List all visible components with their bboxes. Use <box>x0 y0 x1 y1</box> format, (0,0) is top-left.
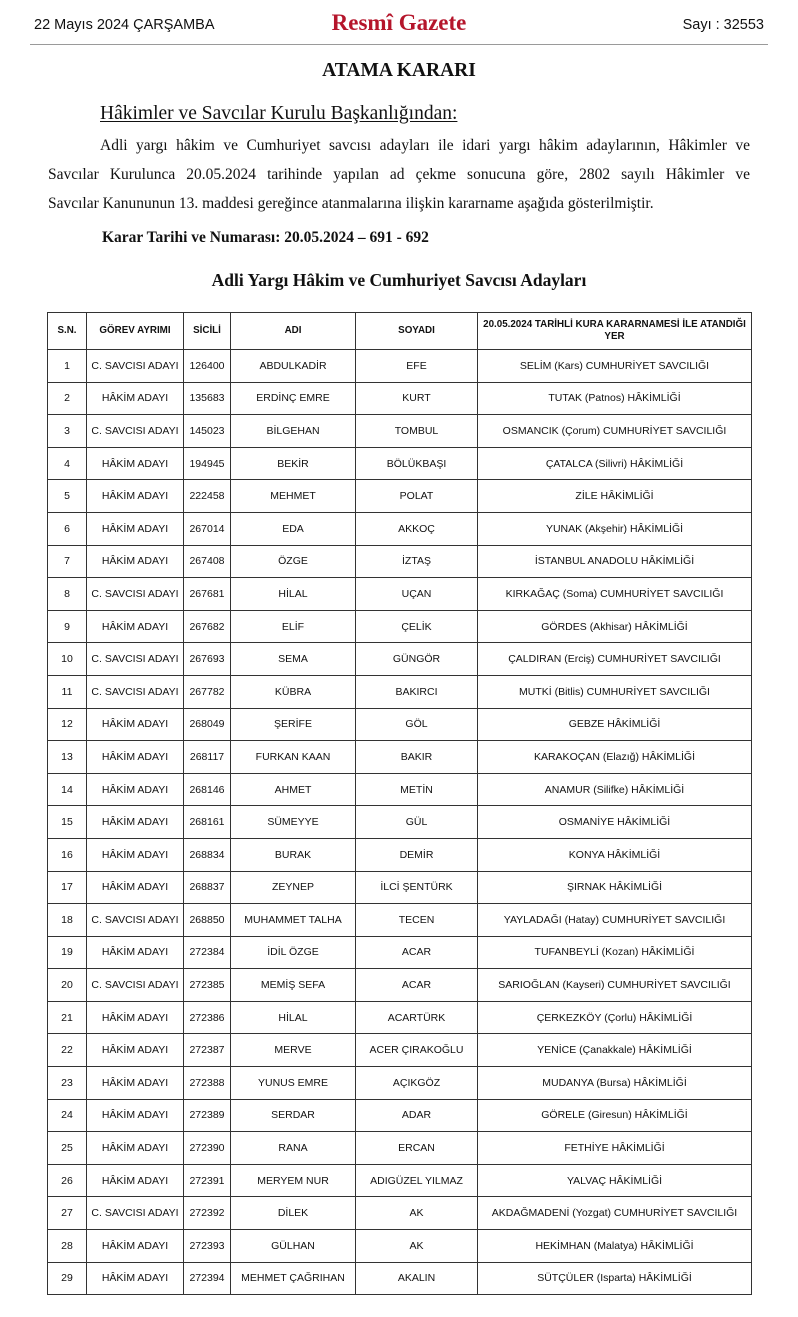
cell-atandigi-yer: YUNAK (Akşehir) HÂKİMLİĞİ <box>478 512 752 545</box>
table-row <box>48 1164 752 1197</box>
cell-sn: 9 <box>48 610 87 643</box>
cell-sicil: 268146 <box>184 773 231 806</box>
gazette-header <box>30 8 768 45</box>
cell-atandigi-yer: MUTKİ (Bitlis) CUMHURİYET SAVCILIĞI <box>478 675 752 708</box>
cell-gorev: C. SAVCISI ADAYI <box>87 578 184 611</box>
cell-atandigi-yer: MUDANYA (Bursa) HÂKİMLİĞİ <box>478 1067 752 1100</box>
header-soyadi: SOYADI <box>356 313 478 350</box>
cell-soyadi: KURT <box>356 382 478 415</box>
table-row <box>48 838 752 871</box>
cell-sn: 28 <box>48 1230 87 1263</box>
cell-atandigi-yer: YAYLADAĞI (Hatay) CUMHURİYET SAVCILIĞI <box>478 904 752 937</box>
cell-gorev: HÂKİM ADAYI <box>87 447 184 480</box>
cell-sicil: 272384 <box>184 936 231 969</box>
cell-sn: 1 <box>48 350 87 383</box>
cell-soyadi: DEMİR <box>356 838 478 871</box>
cell-soyadi: ACAR <box>356 969 478 1002</box>
cell-sn: 2 <box>48 382 87 415</box>
cell-sn: 6 <box>48 512 87 545</box>
gazette-title: Resmî Gazete <box>331 10 467 35</box>
cell-adi: EDA <box>231 512 356 545</box>
cell-adi: MEHMET ÇAĞRIHAN <box>231 1262 356 1295</box>
cell-gorev: HÂKİM ADAYI <box>87 1034 184 1067</box>
table-row <box>48 1197 752 1230</box>
cell-adi: ŞERİFE <box>231 708 356 741</box>
cell-sn: 27 <box>48 1197 87 1230</box>
cell-sn: 11 <box>48 675 87 708</box>
cell-gorev: HÂKİM ADAYI <box>87 382 184 415</box>
table-row <box>48 675 752 708</box>
table-row <box>48 350 752 383</box>
cell-sicil: 267681 <box>184 578 231 611</box>
issue-number: Sayı : 32553 <box>682 17 764 33</box>
cell-soyadi: AKKOÇ <box>356 512 478 545</box>
cell-atandigi-yer: GÖRELE (Giresun) HÂKİMLİĞİ <box>478 1099 752 1132</box>
cell-sn: 12 <box>48 708 87 741</box>
table-row <box>48 741 752 774</box>
cell-soyadi: AÇIKGÖZ <box>356 1067 478 1100</box>
cell-sn: 7 <box>48 545 87 578</box>
cell-adi: RANA <box>231 1132 356 1165</box>
cell-sn: 5 <box>48 480 87 513</box>
cell-gorev: HÂKİM ADAYI <box>87 741 184 774</box>
table-title: Adli Yargı Hâkim ve Cumhuriyet Savcısı Adayları <box>211 270 587 290</box>
cell-adi: İDİL ÖZGE <box>231 936 356 969</box>
cell-adi: YUNUS EMRE <box>231 1067 356 1100</box>
cell-sicil: 194945 <box>184 447 231 480</box>
cell-sn: 18 <box>48 904 87 937</box>
cell-sn: 10 <box>48 643 87 676</box>
header-sn: S.N. <box>48 313 87 350</box>
cell-adi: ZEYNEP <box>231 871 356 904</box>
cell-soyadi: ADIGÜZEL YILMAZ <box>356 1164 478 1197</box>
cell-sn: 29 <box>48 1262 87 1295</box>
table-row <box>48 1099 752 1132</box>
cell-sicil: 272393 <box>184 1230 231 1263</box>
cell-atandigi-yer: ŞIRNAK HÂKİMLİĞİ <box>478 871 752 904</box>
cell-sicil: 267693 <box>184 643 231 676</box>
header-atandigi-yer: 20.05.2024 TARİHLİ KURA KARARNAMESİ İLE ATANDIĞI YER <box>478 313 752 350</box>
cell-atandigi-yer: ANAMUR (Silifke) HÂKİMLİĞİ <box>478 773 752 806</box>
cell-atandigi-yer: SÜTÇÜLER (Isparta) HÂKİMLİĞİ <box>478 1262 752 1295</box>
table-row <box>48 773 752 806</box>
cell-atandigi-yer: KIRKAĞAÇ (Soma) CUMHURİYET SAVCILIĞI <box>478 578 752 611</box>
cell-soyadi: ACER ÇIRAKOĞLU <box>356 1034 478 1067</box>
cell-gorev: C. SAVCISI ADAYI <box>87 969 184 1002</box>
cell-adi: FURKAN KAAN <box>231 741 356 774</box>
cell-sn: 22 <box>48 1034 87 1067</box>
decision-date-number: Karar Tarihi ve Numarası: 20.05.2024 – 691 - 692 <box>102 229 429 246</box>
cell-atandigi-yer: TUFANBEYLİ (Kozan) HÂKİMLİĞİ <box>478 936 752 969</box>
cell-atandigi-yer: ZİLE HÂKİMLİĞİ <box>478 480 752 513</box>
cell-adi: SERDAR <box>231 1099 356 1132</box>
cell-atandigi-yer: KONYA HÂKİMLİĞİ <box>478 838 752 871</box>
cell-gorev: HÂKİM ADAYI <box>87 1067 184 1100</box>
cell-gorev: HÂKİM ADAYI <box>87 1001 184 1034</box>
cell-gorev: HÂKİM ADAYI <box>87 773 184 806</box>
cell-adi: AHMET <box>231 773 356 806</box>
cell-sicil: 135683 <box>184 382 231 415</box>
cell-sn: 15 <box>48 806 87 839</box>
cell-sicil: 272388 <box>184 1067 231 1100</box>
table-row <box>48 1262 752 1295</box>
cell-atandigi-yer: KARAKOÇAN (Elazığ) HÂKİMLİĞİ <box>478 741 752 774</box>
cell-sn: 26 <box>48 1164 87 1197</box>
cell-atandigi-yer: İSTANBUL ANADOLU HÂKİMLİĞİ <box>478 545 752 578</box>
cell-sicil: 126400 <box>184 350 231 383</box>
cell-soyadi: GÜL <box>356 806 478 839</box>
cell-sicil: 272390 <box>184 1132 231 1165</box>
cell-atandigi-yer: ÇERKEZKÖY (Çorlu) HÂKİMLİĞİ <box>478 1001 752 1034</box>
table-row <box>48 969 752 1002</box>
cell-sicil: 268117 <box>184 741 231 774</box>
paragraph-line-1: Adli yargı hâkim ve Cumhuriyet savcısı adayları ile idari yargı hâkim adaylarının, Hâkimler ve <box>100 137 750 154</box>
cell-soyadi: AKALIN <box>356 1262 478 1295</box>
cell-sicil: 268850 <box>184 904 231 937</box>
cell-gorev: C. SAVCISI ADAYI <box>87 350 184 383</box>
issuing-authority: Hâkimler ve Savcılar Kurulu Başkanlığından: <box>100 103 458 124</box>
cell-sicil: 267782 <box>184 675 231 708</box>
cell-gorev: HÂKİM ADAYI <box>87 806 184 839</box>
cell-sicil: 267408 <box>184 545 231 578</box>
cell-gorev: HÂKİM ADAYI <box>87 1099 184 1132</box>
table-row <box>48 806 752 839</box>
cell-adi: MUHAMMET TALHA <box>231 904 356 937</box>
cell-soyadi: UÇAN <box>356 578 478 611</box>
cell-sicil: 145023 <box>184 415 231 448</box>
cell-gorev: HÂKİM ADAYI <box>87 871 184 904</box>
cell-sn: 8 <box>48 578 87 611</box>
table-row <box>48 512 752 545</box>
cell-adi: ELİF <box>231 610 356 643</box>
cell-sicil: 268837 <box>184 871 231 904</box>
cell-adi: ÖZGE <box>231 545 356 578</box>
cell-sn: 16 <box>48 838 87 871</box>
document-title: ATAMA KARARI <box>322 60 476 81</box>
publication-date: 22 Mayıs 2024 ÇARŞAMBA <box>34 17 215 33</box>
cell-adi: KÜBRA <box>231 675 356 708</box>
cell-sn: 14 <box>48 773 87 806</box>
cell-soyadi: POLAT <box>356 480 478 513</box>
cell-gorev: HÂKİM ADAYI <box>87 936 184 969</box>
cell-adi: MEHMET <box>231 480 356 513</box>
cell-sicil: 272385 <box>184 969 231 1002</box>
cell-atandigi-yer: OSMANİYE HÂKİMLİĞİ <box>478 806 752 839</box>
cell-sicil: 267682 <box>184 610 231 643</box>
cell-sn: 21 <box>48 1001 87 1034</box>
cell-gorev: C. SAVCISI ADAYI <box>87 1197 184 1230</box>
cell-adi: BEKİR <box>231 447 356 480</box>
table-row <box>48 871 752 904</box>
table-row <box>48 578 752 611</box>
table-row <box>48 936 752 969</box>
cell-adi: MERYEM NUR <box>231 1164 356 1197</box>
table-row <box>48 1034 752 1067</box>
cell-atandigi-yer: GEBZE HÂKİMLİĞİ <box>478 708 752 741</box>
header-sicil: SİCİLİ <box>184 313 231 350</box>
cell-soyadi: BAKIRCI <box>356 675 478 708</box>
cell-gorev: HÂKİM ADAYI <box>87 610 184 643</box>
cell-sicil: 222458 <box>184 480 231 513</box>
header-gorev: GÖREV AYRIMI <box>87 313 184 350</box>
cell-soyadi: TOMBUL <box>356 415 478 448</box>
cell-sn: 17 <box>48 871 87 904</box>
table-row <box>48 1067 752 1100</box>
cell-adi: BİLGEHAN <box>231 415 356 448</box>
table-row <box>48 480 752 513</box>
cell-soyadi: İZTAŞ <box>356 545 478 578</box>
table-header-row <box>48 313 752 350</box>
cell-adi: ABDULKADİR <box>231 350 356 383</box>
cell-gorev: HÂKİM ADAYI <box>87 708 184 741</box>
cell-soyadi: ACARTÜRK <box>356 1001 478 1034</box>
table-row <box>48 447 752 480</box>
table-row <box>48 1001 752 1034</box>
cell-soyadi: METİN <box>356 773 478 806</box>
cell-soyadi: AK <box>356 1230 478 1263</box>
cell-adi: SÜMEYYE <box>231 806 356 839</box>
cell-soyadi: ADAR <box>356 1099 478 1132</box>
cell-soyadi: EFE <box>356 350 478 383</box>
cell-atandigi-yer: HEKİMHAN (Malatya) HÂKİMLİĞİ <box>478 1230 752 1263</box>
cell-atandigi-yer: YENİCE (Çanakkale) HÂKİMLİĞİ <box>478 1034 752 1067</box>
cell-gorev: C. SAVCISI ADAYI <box>87 904 184 937</box>
cell-sicil: 272392 <box>184 1197 231 1230</box>
cell-adi: MERVE <box>231 1034 356 1067</box>
cell-sn: 24 <box>48 1099 87 1132</box>
cell-soyadi: BAKIR <box>356 741 478 774</box>
cell-atandigi-yer: GÖRDES (Akhisar) HÂKİMLİĞİ <box>478 610 752 643</box>
cell-adi: SEMA <box>231 643 356 676</box>
cell-gorev: HÂKİM ADAYI <box>87 1132 184 1165</box>
cell-soyadi: ERCAN <box>356 1132 478 1165</box>
cell-soyadi: AK <box>356 1197 478 1230</box>
table-row <box>48 610 752 643</box>
cell-sicil: 268161 <box>184 806 231 839</box>
table-body <box>48 350 752 1295</box>
table-row <box>48 708 752 741</box>
cell-adi: HİLAL <box>231 578 356 611</box>
cell-gorev: HÂKİM ADAYI <box>87 838 184 871</box>
header-adi: ADI <box>231 313 356 350</box>
cell-sn: 13 <box>48 741 87 774</box>
cell-soyadi: GÜNGÖR <box>356 643 478 676</box>
cell-gorev: HÂKİM ADAYI <box>87 1164 184 1197</box>
cell-sicil: 272389 <box>184 1099 231 1132</box>
cell-sicil: 272391 <box>184 1164 231 1197</box>
table-row <box>48 382 752 415</box>
paragraph-line-3: Savcılar Kanununun 13. maddesi gereğince atanmalarına ilişkin kararname aşağıda gösterilmiştir. <box>48 195 654 212</box>
cell-sicil: 268049 <box>184 708 231 741</box>
cell-atandigi-yer: SARIOĞLAN (Kayseri) CUMHURİYET SAVCILIĞI <box>478 969 752 1002</box>
cell-soyadi: BÖLÜKBAŞI <box>356 447 478 480</box>
cell-adi: HİLAL <box>231 1001 356 1034</box>
cell-gorev: HÂKİM ADAYI <box>87 545 184 578</box>
cell-sicil: 267014 <box>184 512 231 545</box>
table-row <box>48 1132 752 1165</box>
cell-atandigi-yer: FETHİYE HÂKİMLİĞİ <box>478 1132 752 1165</box>
cell-sicil: 272394 <box>184 1262 231 1295</box>
cell-atandigi-yer: YALVAÇ HÂKİMLİĞİ <box>478 1164 752 1197</box>
cell-atandigi-yer: SELİM (Kars) CUMHURİYET SAVCILIĞI <box>478 350 752 383</box>
cell-sn: 3 <box>48 415 87 448</box>
cell-soyadi: TECEN <box>356 904 478 937</box>
cell-sicil: 272386 <box>184 1001 231 1034</box>
cell-adi: DİLEK <box>231 1197 356 1230</box>
cell-soyadi: ÇELİK <box>356 610 478 643</box>
cell-gorev: C. SAVCISI ADAYI <box>87 675 184 708</box>
table-row <box>48 545 752 578</box>
cell-gorev: HÂKİM ADAYI <box>87 1262 184 1295</box>
cell-sicil: 272387 <box>184 1034 231 1067</box>
cell-gorev: HÂKİM ADAYI <box>87 512 184 545</box>
cell-sicil: 268834 <box>184 838 231 871</box>
cell-soyadi: İLCİ ŞENTÜRK <box>356 871 478 904</box>
cell-adi: MEMİŞ SEFA <box>231 969 356 1002</box>
cell-sn: 4 <box>48 447 87 480</box>
cell-atandigi-yer: ÇALDIRAN (Erciş) CUMHURİYET SAVCILIĞI <box>478 643 752 676</box>
cell-gorev: C. SAVCISI ADAYI <box>87 415 184 448</box>
appointment-table <box>47 312 752 1295</box>
cell-gorev: C. SAVCISI ADAYI <box>87 643 184 676</box>
cell-sn: 19 <box>48 936 87 969</box>
cell-atandigi-yer: OSMANCIK (Çorum) CUMHURİYET SAVCILIĞI <box>478 415 752 448</box>
cell-sn: 23 <box>48 1067 87 1100</box>
cell-atandigi-yer: TUTAK (Patnos) HÂKİMLİĞİ <box>478 382 752 415</box>
cell-gorev: HÂKİM ADAYI <box>87 1230 184 1263</box>
table-row <box>48 415 752 448</box>
cell-sn: 25 <box>48 1132 87 1165</box>
cell-atandigi-yer: ÇATALCA (Silivri) HÂKİMLİĞİ <box>478 447 752 480</box>
cell-adi: GÜLHAN <box>231 1230 356 1263</box>
cell-gorev: HÂKİM ADAYI <box>87 480 184 513</box>
paragraph-line-2: Savcılar Kurulunca 20.05.2024 tarihinde yapılan ad çekme sonucuna göre, 2802 sayılı Hâkimler ve <box>48 166 750 183</box>
cell-adi: BURAK <box>231 838 356 871</box>
table-row <box>48 904 752 937</box>
cell-soyadi: GÖL <box>356 708 478 741</box>
cell-sn: 20 <box>48 969 87 1002</box>
table-row <box>48 643 752 676</box>
cell-atandigi-yer: AKDAĞMADENİ (Yozgat) CUMHURİYET SAVCILIĞI <box>478 1197 752 1230</box>
cell-soyadi: ACAR <box>356 936 478 969</box>
table-row <box>48 1230 752 1263</box>
cell-adi: ERDİNÇ EMRE <box>231 382 356 415</box>
